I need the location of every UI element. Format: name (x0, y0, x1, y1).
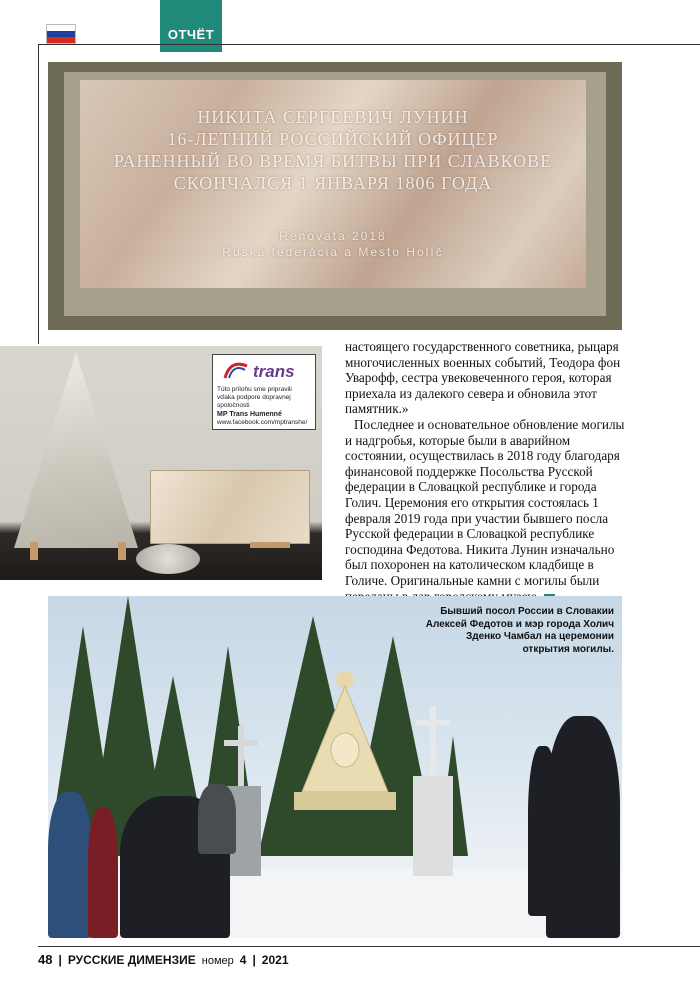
page-number: 48 (38, 952, 53, 967)
frame-rule-top (38, 44, 700, 45)
plaque-renovation-note: Renovata 2018 (279, 229, 387, 243)
attendee (48, 792, 92, 938)
footer-separator: | (252, 953, 256, 967)
issue-number: 4 (239, 953, 247, 967)
pyramid-monument (290, 668, 400, 818)
issue-year: 2021 (261, 953, 289, 967)
memorial-plaque-photo (48, 62, 622, 330)
triangular-gravestone (14, 352, 138, 548)
page-footer (38, 952, 289, 967)
plaque-line-battle: РАНЕННЫЙ ВО ВРЕМЯ БИТВЫ ПРИ СЛАВКОВЕ (113, 151, 553, 171)
sponsor-company: MP Trans Humenné (217, 411, 282, 418)
frame-rule-left (38, 44, 39, 344)
attendee (198, 784, 236, 854)
sponsor-ad (212, 354, 316, 430)
trans-logo-icon (223, 360, 249, 380)
plaque-line-rank: 16-ЛЕТНИЙ РОССИЙСКИЙ ОФИЦЕР (167, 129, 499, 149)
attendee (546, 716, 620, 938)
footer-separator: | (58, 953, 62, 967)
gravestone-slab (150, 470, 310, 544)
sponsor-url[interactable]: www.facebook.com/mptranshe/ (217, 419, 308, 426)
ceremony-photo (48, 596, 622, 938)
wooden-stand (30, 542, 38, 560)
plaque-donor-note: Ruská federácia a Mesto Holíč (222, 245, 444, 259)
article-paragraph: Последнее и основательное обновление могилы и надгробья, которые были в аварийном состоянии, осуществилась в 2018 году благодаря финансовой поддержке Посольства Русской федерации в Словацкой республике и города Голич. Церемония его открытия состоялась 1 февраля 2019 года при участии бывшего посла Русской федерации в Словацкой республике господина Федотова. Никита Лунин изначально был похоронен на католическом кладбище в Голиче. Оригинальные камни с могилы были (345, 417, 628, 605)
section-label: ОТЧЁТ (160, 0, 222, 52)
cross-gravestone (408, 706, 458, 876)
issue-label: номер (201, 955, 234, 967)
wooden-stand (118, 542, 126, 560)
frame-rule-bottom (38, 946, 700, 947)
magazine-title: РУССКИЕ ДИМЕНЗИЕ (67, 953, 196, 967)
sponsor-brand: trans (253, 362, 295, 381)
article-paragraph: настоящего государственного советника, рыцаря многочисленных военных событий, Теодора фон Уварофф, сестра увековеченного героя, которая приехала из далекого севера и обновила этот памятник.» (345, 339, 621, 417)
attendee (88, 808, 118, 938)
round-stone-emblem (136, 544, 200, 574)
wooden-stand (250, 542, 290, 548)
article-body (345, 339, 628, 605)
sponsor-text: Túto prílohu sme pripravili vďaka podpore dopravnej spoločnosti (217, 386, 292, 409)
russian-flag-icon (46, 24, 76, 44)
plaque-line-name: НИКИТА СЕРГЕЕВИЧ ЛУНИН (197, 107, 469, 127)
plaque-line-date: СКОНЧАЛСЯ 1 ЯНВАРЯ 1806 ГОДА (173, 173, 493, 193)
photo-caption: Бывший посол России в Словакии Алексей Федотов и мэр города Холич Зденко Чамбал на церемонии открытия могилы. (425, 606, 614, 655)
